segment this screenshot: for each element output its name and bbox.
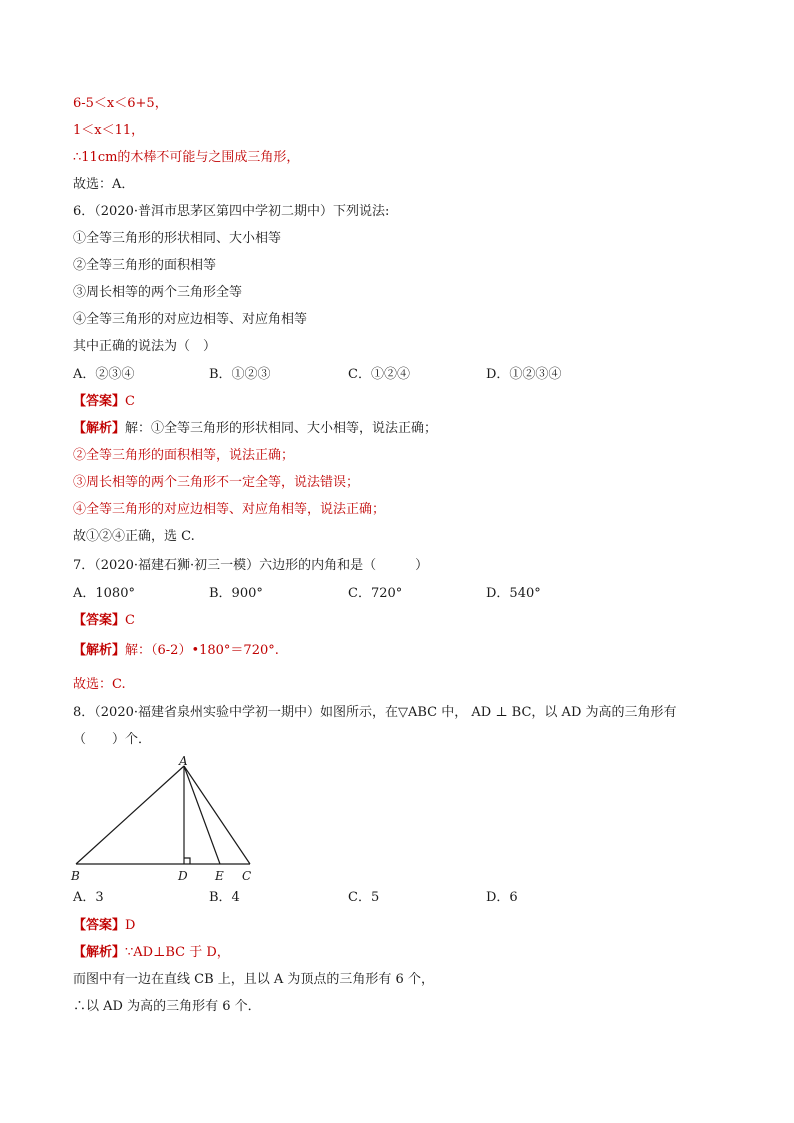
analysis-line bbox=[73, 944, 230, 962]
analysis-conclusion: 故选：C. bbox=[73, 677, 126, 692]
option-d: D．①②③④ bbox=[486, 367, 562, 382]
option-a: A．②③④ bbox=[73, 367, 135, 382]
answer-line bbox=[73, 393, 135, 411]
label-a: A bbox=[179, 756, 188, 768]
analysis-line bbox=[73, 642, 279, 660]
label-e: E bbox=[215, 869, 224, 883]
option-c: C．5 bbox=[348, 890, 380, 905]
option-a: A．1080° bbox=[73, 586, 135, 601]
option-c: C．①②④ bbox=[348, 367, 410, 382]
label-c: C bbox=[242, 869, 252, 883]
analysis-tag: 【解析】 bbox=[73, 945, 126, 960]
segment-ae bbox=[184, 766, 220, 864]
question-7-stem: 7．（2020·福建石狮·初三一模）六边形的内角和是（ ） bbox=[73, 558, 429, 573]
option-a: A．3 bbox=[73, 890, 104, 905]
statement-3: ③周长相等的两个三角形全等 bbox=[73, 285, 243, 300]
solution-line: 6-5＜x＜6+5， bbox=[73, 96, 168, 111]
option-b: B．900° bbox=[209, 586, 263, 601]
answer-value: C bbox=[125, 394, 135, 409]
analysis-tag: 【解析】 bbox=[73, 643, 126, 658]
option-d: D．6 bbox=[486, 890, 518, 905]
answer-value: D bbox=[125, 918, 136, 933]
analysis-text: 而图中有一边在直线 CB 上，且以 A 为顶点的三角形有 6 个， bbox=[73, 972, 434, 987]
analysis-line bbox=[73, 420, 437, 438]
analysis-text: 解：（6-2）•180°＝720°. bbox=[125, 643, 279, 658]
option-b: B．①②③ bbox=[209, 367, 271, 382]
label-d: D bbox=[178, 869, 188, 883]
answer-tag: 【答案】 bbox=[73, 613, 126, 628]
analysis-text: ③周长相等的两个三角形不一定全等，说法错误； bbox=[73, 475, 360, 490]
answer-tag: 【答案】 bbox=[73, 918, 126, 933]
segment-ab bbox=[76, 766, 184, 864]
solution-line: 1＜x＜11， bbox=[73, 123, 145, 138]
analysis-conclusion: 故①②④正确，选 C. bbox=[73, 529, 195, 544]
analysis-text: ∵AD⊥BC 于 D， bbox=[125, 945, 230, 960]
statement-2: ②全等三角形的面积相等 bbox=[73, 258, 217, 273]
answer-line bbox=[73, 917, 135, 935]
statement-1: ①全等三角形的形状相同、大小相等 bbox=[73, 231, 282, 246]
answer-tag: 【答案】 bbox=[73, 394, 126, 409]
analysis-conclusion: ∴以 AD 为高的三角形有 6 个． bbox=[73, 999, 261, 1014]
analysis-text: 解：①全等三角形的形状相同、大小相等，说法正确； bbox=[125, 421, 438, 436]
question-8-stem-cont: （ ）个． bbox=[73, 732, 152, 747]
right-angle-mark bbox=[184, 858, 190, 864]
answer-line bbox=[73, 612, 135, 630]
answer-value: C bbox=[125, 613, 135, 628]
triangle-figure bbox=[68, 756, 268, 886]
statement-4: ④全等三角形的对应边相等、对应角相等 bbox=[73, 312, 308, 327]
question-8-stem: 8．（2020·福建省泉州实验中学初一期中）如图所示，在▽ABC 中， AD ⊥ BC，以 AD 为高的三角形有 bbox=[73, 705, 677, 720]
analysis-text: ②全等三角形的面积相等，说法正确； bbox=[73, 448, 295, 463]
solution-line: ∴11cm的木棒不可能与之围成三角形， bbox=[73, 150, 300, 165]
analysis-tag: 【解析】 bbox=[73, 421, 126, 436]
label-b: B bbox=[71, 869, 80, 883]
analysis-text: ④全等三角形的对应边相等、对应角相等，说法正确； bbox=[73, 502, 386, 517]
option-c: C．720° bbox=[348, 586, 403, 601]
solution-conclusion: 故选：A． bbox=[73, 177, 135, 192]
question-6-stem: 6．（2020·普洱市思茅区第四中学初二期中）下列说法: bbox=[73, 204, 390, 219]
question-6-ask: 其中正确的说法为（ ） bbox=[73, 339, 217, 354]
option-b: B．4 bbox=[209, 890, 240, 905]
option-d: D．540° bbox=[486, 586, 541, 601]
segment-ac bbox=[184, 766, 250, 864]
